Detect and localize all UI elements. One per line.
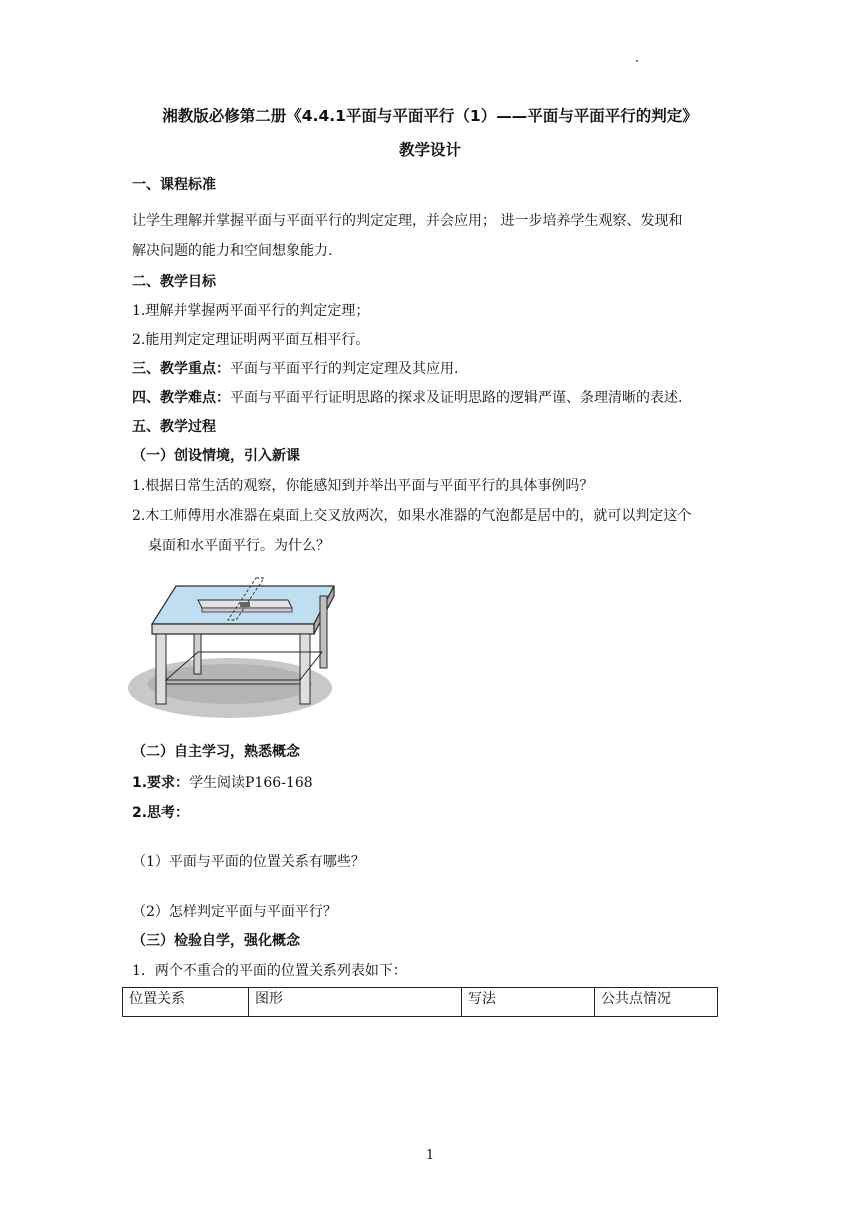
part2-requirement-text: 学生阅读P166-168 bbox=[189, 775, 313, 791]
header-cell-figure: 图形 bbox=[249, 988, 462, 1017]
section4-text: 平面与平面平行证明思路的探求及证明思路的逻辑严谨、条理清晰的表述. bbox=[230, 390, 683, 406]
table-header-row bbox=[123, 988, 718, 1017]
document-title: 湘教版必修第二册《4.4.1平面与平面平行（1）——平面与平面平行的判定》 bbox=[162, 107, 698, 125]
section2-item1: 1.理解并掌握两平面平行的判定定理； bbox=[132, 303, 370, 319]
header-cell-common-points: 公共点情况 bbox=[595, 988, 718, 1017]
part2-think1: （1）平面与平面的位置关系有哪些？ bbox=[132, 854, 365, 870]
section4-line bbox=[132, 387, 682, 407]
section1-text-line1: 让学生理解并掌握平面与平面平行的判定定理，并会应用； 进一步培养学生观察、发现和 bbox=[132, 213, 683, 229]
section1-heading: 一、课程标准 bbox=[132, 177, 216, 193]
section2-item2: 2.能用判定定理证明两平面互相平行。 bbox=[132, 332, 370, 348]
page-number: 1 bbox=[425, 1148, 435, 1163]
table-level-figure bbox=[124, 572, 344, 722]
header-cell-position: 位置关系 bbox=[123, 988, 249, 1017]
section4-label: 四、教学难点： bbox=[132, 390, 230, 406]
section3-text: 平面与平面平行的判定定理及其应用. bbox=[230, 361, 459, 377]
position-relation-table bbox=[122, 987, 718, 1017]
part3-item1: 1．两个不重合的平面的位置关系列表如下： bbox=[132, 963, 407, 979]
section1-text-line2: 解决问题的能力和空间想象能力. bbox=[132, 243, 333, 259]
part1-question2-line1: 2.木工师傅用水准器在桌面上交叉放两次，如果水准器的气泡都是居中的，就可以判定这个 bbox=[132, 508, 692, 524]
section2-heading: 二、教学目标 bbox=[132, 274, 216, 290]
part3-heading: （三）检验自学，强化概念 bbox=[132, 933, 300, 949]
part2-requirement bbox=[132, 772, 313, 792]
part1-question2-line2: 桌面和水平面平行。为什么？ bbox=[148, 538, 330, 554]
stray-mark bbox=[636, 60, 638, 62]
part2-heading: （二）自主学习，熟悉概念 bbox=[132, 744, 300, 760]
part1-question1: 1.根据日常生活的观察，你能感知到并举出平面与平面平行的具体事例吗？ bbox=[132, 478, 594, 494]
part2-think-label: 2.思考： bbox=[132, 805, 190, 821]
document-subtitle: 教学设计 bbox=[398, 141, 461, 159]
part2-think2: （2）怎样判定平面与平面平行？ bbox=[132, 904, 337, 920]
section5-heading: 五、教学过程 bbox=[132, 419, 216, 435]
section3-line bbox=[132, 358, 458, 378]
part2-requirement-label: 1.要求： bbox=[132, 775, 190, 791]
part1-heading: （一）创设情境，引入新课 bbox=[132, 448, 300, 464]
section3-label: 三、教学重点： bbox=[132, 361, 230, 377]
header-cell-notation: 写法 bbox=[462, 988, 595, 1017]
